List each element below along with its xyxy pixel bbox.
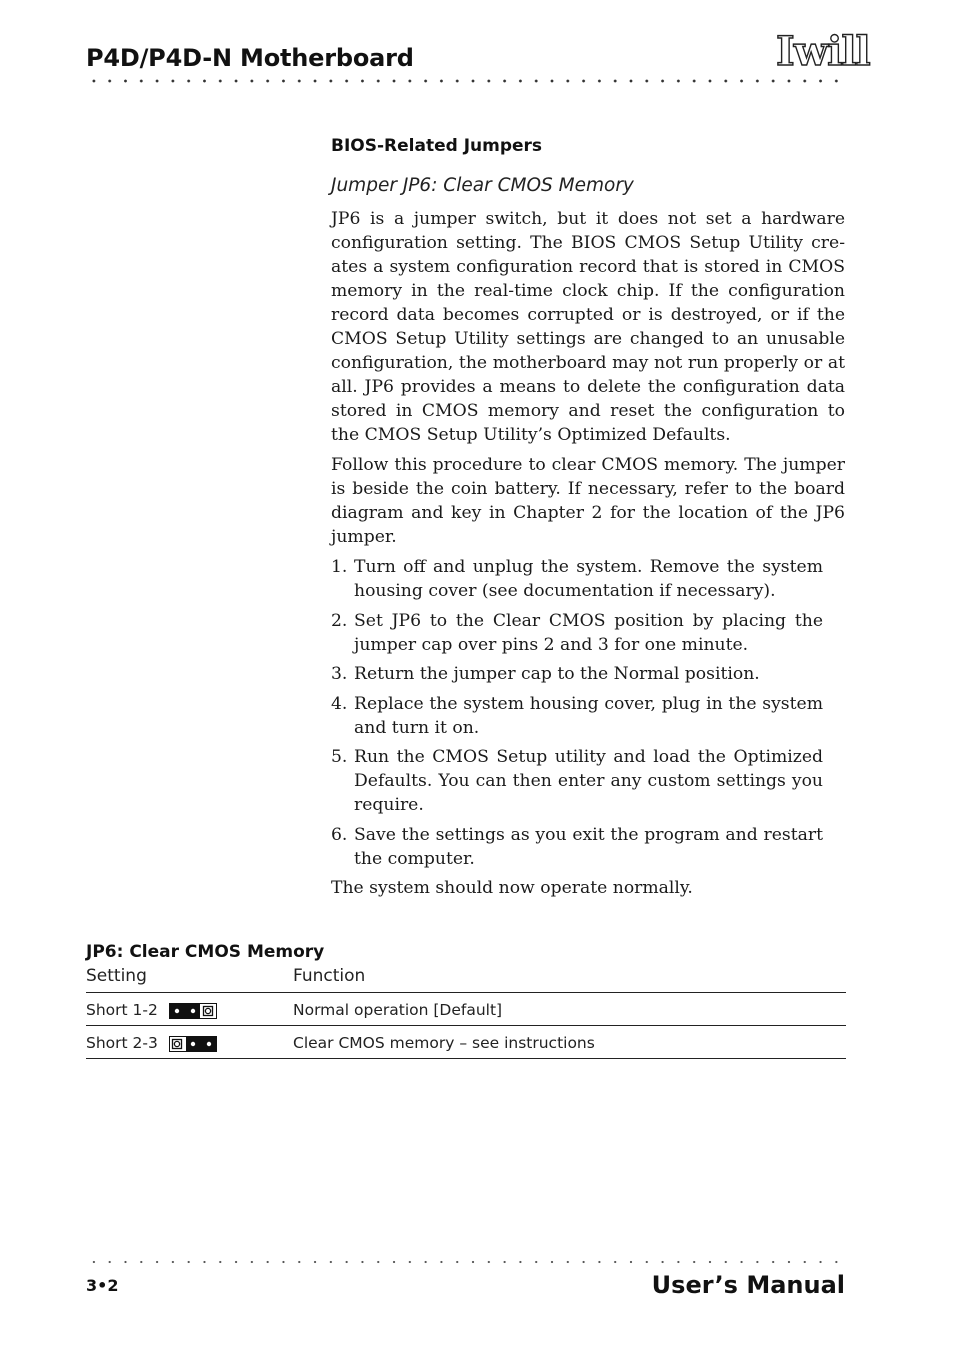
step-text: Replace the system housing cover, plug in the system and turn it on. bbox=[354, 693, 823, 738]
setting-cell: Short 1-2 bbox=[86, 1001, 158, 1019]
function-cell: Clear CMOS memory – see instructions bbox=[293, 1034, 595, 1052]
procedure-step bbox=[331, 555, 823, 603]
setting-cell: Short 2-3 bbox=[86, 1034, 158, 1052]
intro-paragraph: JP6 is a jumper switch, but it does not set a hardware configuration setting. The BIOS CMOS Setup Utility creates a system configuration record that is stored in CMOS memory in the real-time clock chip. If the configuration record data becomes corrupted or is destroyed, or if the CMOS Setup Utility settings are changed to an unusable configuration, the motherboard may not run properly or at all. JP6 provides a means to delete the configuration data stored in CMOS memory and reset the configuration to the CMOS Setup Utility’s Optimized Defaults. bbox=[331, 209, 845, 445]
procedure-step bbox=[331, 745, 823, 817]
closing-paragraph: The system should now operate normally. bbox=[331, 878, 693, 898]
iwill-logo bbox=[776, 28, 870, 76]
step-text: Save the settings as you exit the program and restart the computer. bbox=[354, 824, 823, 869]
table-row bbox=[86, 993, 846, 1026]
procedure-steps bbox=[331, 555, 823, 871]
procedure-step bbox=[331, 692, 823, 740]
procedure-step bbox=[331, 662, 823, 686]
table-row bbox=[86, 1026, 846, 1059]
header-function: Function bbox=[293, 966, 366, 986]
procedure-paragraph: Follow this procedure to clear CMOS memory. The jumper is beside the coin battery. If necessary, refer to the board diagram and key in Chapter 2 for the location of the JP6 jumper. bbox=[331, 455, 845, 547]
step-number: 2. bbox=[331, 610, 348, 631]
page-number: 3•2 bbox=[86, 1276, 119, 1295]
jumper-pins-1-2-icon bbox=[169, 1003, 217, 1019]
footer-title: User’s Manual bbox=[651, 1271, 845, 1299]
table-title: JP6: Clear CMOS Memory bbox=[86, 942, 325, 962]
jumper-subheading: Jumper JP6: Clear CMOS Memory bbox=[331, 175, 634, 196]
step-number: 3. bbox=[331, 664, 348, 684]
body-column bbox=[331, 207, 845, 900]
jumper-settings-table bbox=[86, 964, 846, 1059]
procedure-step bbox=[331, 609, 823, 657]
header-setting: Setting bbox=[86, 966, 147, 986]
jumper-pins-2-3-icon bbox=[169, 1036, 217, 1052]
step-number: 4. bbox=[331, 693, 348, 714]
step-number: 6. bbox=[331, 824, 348, 845]
step-text: Return the jumper cap to the Normal position. bbox=[354, 664, 760, 684]
procedure-step bbox=[331, 823, 823, 871]
step-text: Run the CMOS Setup utility and load the Optimized Defaults. You can then enter any custom settings you require. bbox=[354, 747, 823, 815]
table-header-row bbox=[86, 964, 846, 993]
page-header-title: P4D/P4D-N Motherboard bbox=[86, 44, 414, 72]
step-number: 1. bbox=[331, 557, 348, 577]
footer-dotted-rule bbox=[86, 1260, 848, 1264]
step-text: Set JP6 to the Clear CMOS position by placing the jumper cap over pins 2 and 3 for one minute. bbox=[354, 610, 823, 655]
step-number: 5. bbox=[331, 747, 348, 767]
step-text: Turn off and unplug the system. Remove the system housing cover (see documentation if necessary). bbox=[354, 557, 823, 601]
function-cell: Normal operation [Default] bbox=[293, 1001, 503, 1019]
header-dotted-rule bbox=[86, 79, 848, 83]
logo-text: Iwill bbox=[776, 28, 870, 75]
section-heading: BIOS-Related Jumpers bbox=[331, 136, 543, 156]
